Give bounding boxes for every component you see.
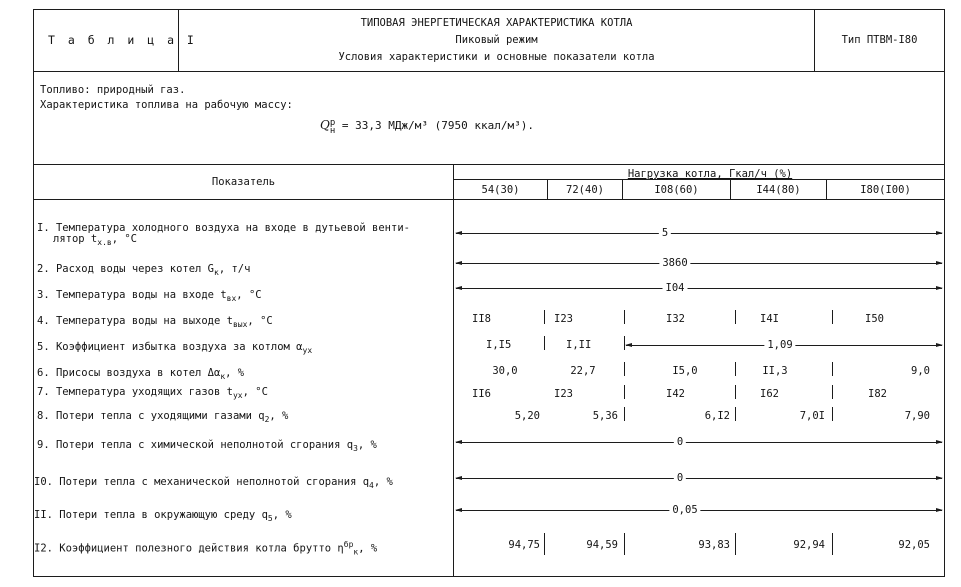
colhead-bottom [33, 199, 945, 200]
row-12-val-108: 93,83 [698, 539, 730, 551]
row-5-label: 5. Коэффициент избытка воздуха за котлом $\alpha_{ух}$ [37, 341, 313, 356]
row-6-val-54: 30,0 [492, 365, 518, 377]
row-2-label: 2. Расход воды через котел $G_к$, т/ч [37, 263, 251, 278]
row-9-span-arrow [456, 442, 942, 443]
row-6-tick-3 [832, 362, 833, 376]
row-3-span-arrow [456, 288, 942, 289]
boiler-type: Тип ПТВМ-I80 [841, 34, 918, 46]
row-5-tick-2 [624, 336, 625, 350]
row-4-label: 4. Температура воды на выходе $t_{вых}$, °С [37, 315, 273, 330]
title-line-2: Пиковый режим [455, 34, 538, 46]
fuel-formula [320, 119, 534, 135]
row-7-label: 7. Температура уходящих газов $t_{ух}$, °С [37, 386, 268, 401]
row-4-val-108: I32 [666, 313, 685, 325]
row-7-val-108: I42 [666, 388, 685, 400]
row-7-tick-1 [624, 385, 625, 399]
row-5-val-72: I,II [566, 339, 592, 351]
row-6-tick-1 [624, 362, 625, 376]
load-col-180: I80(I00) [860, 184, 911, 196]
formula-symbol: Q [320, 118, 330, 132]
fuel-line-1: Топливо: природный газ. [40, 84, 186, 96]
row-2-span-arrow [456, 263, 942, 264]
row-6-val-72: 22,7 [570, 365, 596, 377]
row-9-label: 9. Потери тепла с химической неполнотой сгорания $q_3$, % [37, 439, 377, 454]
fuel-line-2: Характеристика топлива на рабочую массу: [40, 99, 293, 111]
row-6-label: 6. Присосы воздуха в котел $\Delta\alpha_к$, % [37, 367, 245, 382]
frame-top [33, 9, 945, 10]
row-7-val-180: I82 [868, 388, 887, 400]
row-1-label: I. Температура холодного воздуха на входе в дутьевой венти- [37, 222, 410, 234]
load-col-144: I44(80) [756, 184, 801, 196]
row-10-value: 0 [674, 472, 686, 484]
param-col-divider [453, 164, 454, 577]
row-5-span-value: 1,09 [764, 339, 795, 351]
row-12-val-144: 92,94 [793, 539, 825, 551]
row-4-val-54: II8 [472, 313, 491, 325]
row-8-tick-3 [832, 407, 833, 421]
title-line-1: ТИПОВАЯ ЭНЕРГЕТИЧЕСКАЯ ХАРАКТЕРИСТИКА КОТЛА [360, 17, 633, 29]
row-10-span-arrow [456, 478, 942, 479]
row-11-value: 0,05 [669, 504, 700, 516]
row-4-tick-2 [624, 310, 625, 324]
row-4-val-144: I4I [760, 313, 779, 325]
load-col-72: 72(40) [566, 184, 604, 196]
row-5-tick-1 [544, 336, 545, 350]
load-col-54: 54(30) [481, 184, 520, 196]
row-8-val-180: 7,90 [904, 410, 930, 422]
row-12-tick-2 [624, 533, 625, 555]
header-bottom [33, 71, 945, 72]
row-11-label: II. Потери тепла в окружающую среду $q_5$, % [34, 509, 292, 524]
row-7-val-144: I62 [760, 388, 779, 400]
row-1-label-2: лятор $t_{х.в}$, °С [53, 233, 138, 248]
row-4-tick-1 [544, 310, 545, 324]
row-6-val-180: 9,0 [911, 365, 930, 377]
title-line-3: Условия характеристики и основные показатели котла [338, 51, 655, 63]
row-4-tick-3 [735, 310, 736, 324]
row-8-val-54: 5,20 [514, 410, 540, 422]
load-col-108: I08(60) [654, 184, 699, 196]
row-12-val-180: 92,05 [898, 539, 930, 551]
formula-sub: н [329, 126, 336, 136]
fuel-bottom [33, 164, 945, 165]
row-7-val-72: I23 [554, 388, 573, 400]
row-7-val-54: II6 [472, 388, 491, 400]
formula-sup: р [329, 118, 336, 128]
row-6-val-144: II,3 [762, 365, 788, 377]
row-4-val-180: I50 [865, 313, 884, 325]
row-12-tick-3 [735, 533, 736, 555]
row-1-value: 5 [659, 227, 671, 239]
row-2-value: 3860 [659, 257, 690, 269]
row-8-val-108: 6,I2 [704, 410, 730, 422]
row-8-val-72: 5,36 [592, 410, 618, 422]
row-9-value: 0 [674, 436, 686, 448]
param-column-header: Показатель [211, 176, 276, 188]
row-8-tick-2 [735, 407, 736, 421]
row-6-val-108: I5,0 [672, 365, 698, 377]
table-label: Т а б л и ц а I [48, 33, 197, 47]
load-header: Нагрузка котла, Гкал/ч (%) [627, 168, 793, 180]
row-3-value: I04 [663, 282, 688, 294]
row-3-label: 3. Температура воды на входе $t_{вх}$, °С [37, 289, 262, 304]
row-4-tick-4 [832, 310, 833, 324]
row-12-tick-4 [832, 533, 833, 555]
row-7-tick-2 [735, 385, 736, 399]
row-5-val-54: I,I5 [486, 339, 512, 351]
row-8-tick-1 [624, 407, 625, 421]
row-1-span-arrow [456, 233, 942, 234]
row-12-val-72: 94,59 [586, 539, 618, 551]
formula-rest: = 33,3 МДж/м³ (7950 ккал/м³). [335, 119, 534, 132]
row-4-val-72: I23 [554, 313, 573, 325]
row-6-tick-2 [735, 362, 736, 376]
row-10-label: I0. Потери тепла с механической неполнотой сгорания $q_4$, % [34, 476, 393, 491]
row-12-val-54: 94,75 [508, 539, 540, 551]
row-12-tick-1 [544, 533, 545, 555]
row-7-tick-3 [832, 385, 833, 399]
row-8-val-144: 7,0I [799, 410, 825, 422]
row-12-label: I2. Коэффициент полезного действия котла брутто $\eta^{бр}_к$, % [34, 540, 378, 557]
frame-bottom [33, 576, 945, 577]
frame-right [944, 9, 945, 577]
row-8-label: 8. Потери тепла с уходящими газами $q_2$, % [37, 410, 289, 425]
